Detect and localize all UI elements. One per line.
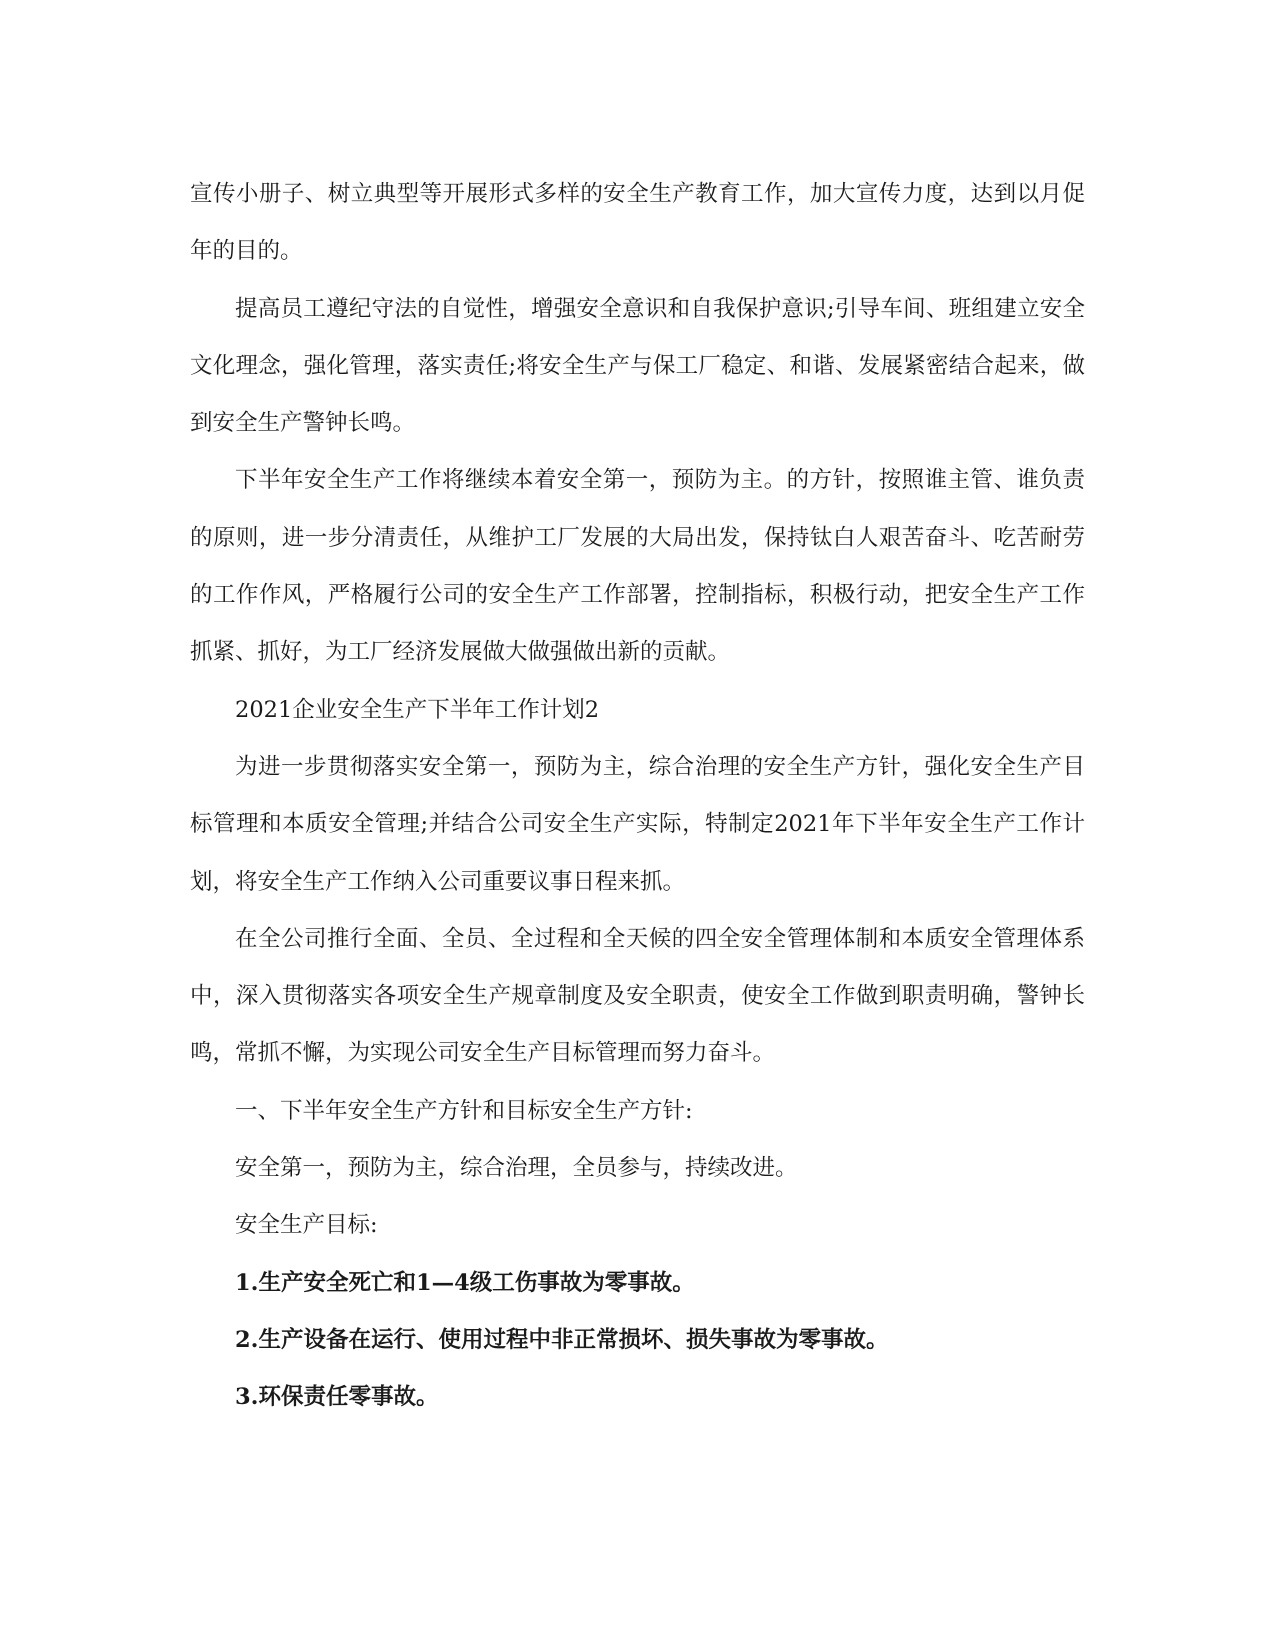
paragraph-1: 宣传小册子、树立典型等开展形式多样的安全生产教育工作，加大宣传力度，达到以月促年的目的。 bbox=[190, 181, 1085, 265]
policy-text: 安全第一，预防为主，综合治理，全员参与，持续改进。 bbox=[235, 1155, 798, 1182]
goal-item-2: 2.生产设备在运行、使用过程中非正常损坏、损失事故为零事故。 bbox=[235, 1326, 889, 1353]
goals-heading: 安全生产目标: bbox=[235, 1212, 378, 1239]
section-heading-plan-2: 2021企业安全生产下半年工作计划2 bbox=[235, 696, 600, 723]
paragraph-5: 为进一步贯彻落实安全第一，预防为主，综合治理的安全生产方针，强化安全生产目标管理和本质安全管理;并结合公司安全生产实际，特制定2021年下半年安全生产工作计划，将安全生产工作纳入公司重要议事日程来抓。 bbox=[190, 753, 1085, 895]
document-body bbox=[190, 166, 1085, 1427]
goal-item-3: 3.环保责任零事故。 bbox=[235, 1384, 439, 1411]
paragraph-6: 在全公司推行全面、全员、全过程和全天候的四全安全管理体制和本质安全管理体系中，深入贯彻落实各项安全生产规章制度及安全职责，使安全工作做到职责明确，警钟长鸣，常抓不懈，为实现公司安全生产目标管理而努力奋斗。 bbox=[190, 925, 1085, 1067]
goal-item-1: 1.生产安全死亡和1—4级工伤事故为零事故。 bbox=[235, 1269, 695, 1296]
paragraph-2: 提高员工遵纪守法的自觉性，增强安全意识和自我保护意识;引导车间、班组建立安全文化理念，强化管理，落实责任;将安全生产与保工厂稳定、和谐、发展紧密结合起来，做到安全生产警钟长鸣。 bbox=[190, 295, 1085, 437]
subsection-heading-policy: 一、下半年安全生产方针和目标安全生产方针: bbox=[235, 1097, 693, 1124]
paragraph-3: 下半年安全生产工作将继续本着安全第一，预防为主。的方针，按照谁主管、谁负责的原则，进一步分清责任，从维护工厂发展的大局出发，保持钛白人艰苦奋斗、吃苦耐劳的工作作风，严格履行公司的安全生产工作部署，控制指标，积极行动，把安全生产工作抓紧、抓好，为工厂经济发展做大做强做出新的贡献。 bbox=[190, 467, 1085, 666]
